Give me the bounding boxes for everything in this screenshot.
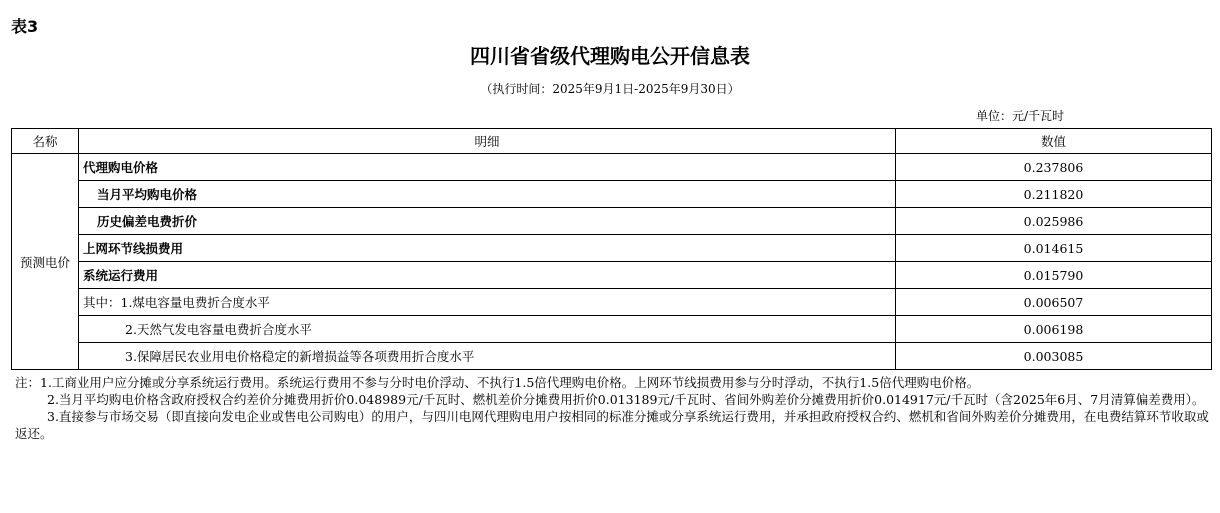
- notes-section: [15, 374, 1210, 442]
- detail-agent-price: 代理购电价格: [79, 154, 896, 181]
- value-history-deviation: 0.025986: [896, 208, 1212, 235]
- header-value: 数值: [896, 129, 1212, 154]
- header-name: 名称: [12, 129, 79, 154]
- table-row: [12, 343, 1212, 370]
- table-row: [12, 316, 1212, 343]
- price-table: [11, 128, 1212, 370]
- table-row: [12, 235, 1212, 262]
- detail-residential-stability: 3.保障居民农业用电价格稳定的新增损益等各项费用折合度水平: [79, 343, 896, 370]
- value-residential-stability: 0.003085: [896, 343, 1212, 370]
- unit-label: 单位：元/千瓦时: [975, 109, 1064, 123]
- table-row: [12, 262, 1212, 289]
- table-row: [12, 289, 1212, 316]
- detail-system-operation: 系统运行费用: [79, 262, 896, 289]
- value-coal-capacity: 0.006507: [896, 289, 1212, 316]
- table-row: [12, 154, 1212, 181]
- value-system-operation: 0.015790: [896, 262, 1212, 289]
- detail-coal-capacity: 其中：1.煤电容量电费折合度水平: [79, 289, 896, 316]
- value-gas-capacity: 0.006198: [896, 316, 1212, 343]
- category-cell: 预测电价: [12, 154, 79, 370]
- table-row: [12, 208, 1212, 235]
- table-header-row: [12, 129, 1212, 154]
- value-agent-price: 0.237806: [896, 154, 1212, 181]
- value-line-loss: 0.014615: [896, 235, 1212, 262]
- note-2: 2.当月平均购电价格含政府授权合约差价分摊费用折价0.048989元/千瓦时、燃机差价分摊费用折价0.013189元/千瓦时、省间外购差价分摊费用折价0.014917元/千瓦时（含2025年6月、7月清算偏差费用）。: [47, 392, 1205, 407]
- note-1: 注：1.工商业用户应分摊或分享系统运行费用。系统运行费用不参与分时电价浮动、不执行1.5倍代理购电价格。上网环节线损费用参与分时浮动，不执行1.5倍代理购电价格。: [15, 375, 980, 390]
- detail-gas-capacity: 2.天然气发电容量电费折合度水平: [79, 316, 896, 343]
- detail-line-loss: 上网环节线损费用: [79, 235, 896, 262]
- note-3: 3.直接参与市场交易（即直接向发电企业或售电公司购电）的用户，与四川电网代理购电用户按相同的标准分摊或分享系统运行费用，并承担政府授权合约、燃机和省间外购差价分摊费用，在电费结算环节收取或返还。: [15, 409, 1209, 441]
- execution-period: （执行时间：2025年9月1日-2025年9月30日）: [480, 82, 740, 96]
- header-detail: 明细: [79, 129, 896, 154]
- table-row: [12, 181, 1212, 208]
- value-monthly-avg: 0.211820: [896, 181, 1212, 208]
- page-title: 四川省省级代理购电公开信息表: [470, 44, 750, 68]
- detail-history-deviation: 历史偏差电费折价: [79, 208, 896, 235]
- table-number-label: 表3: [11, 17, 39, 36]
- detail-monthly-avg: 当月平均购电价格: [79, 181, 896, 208]
